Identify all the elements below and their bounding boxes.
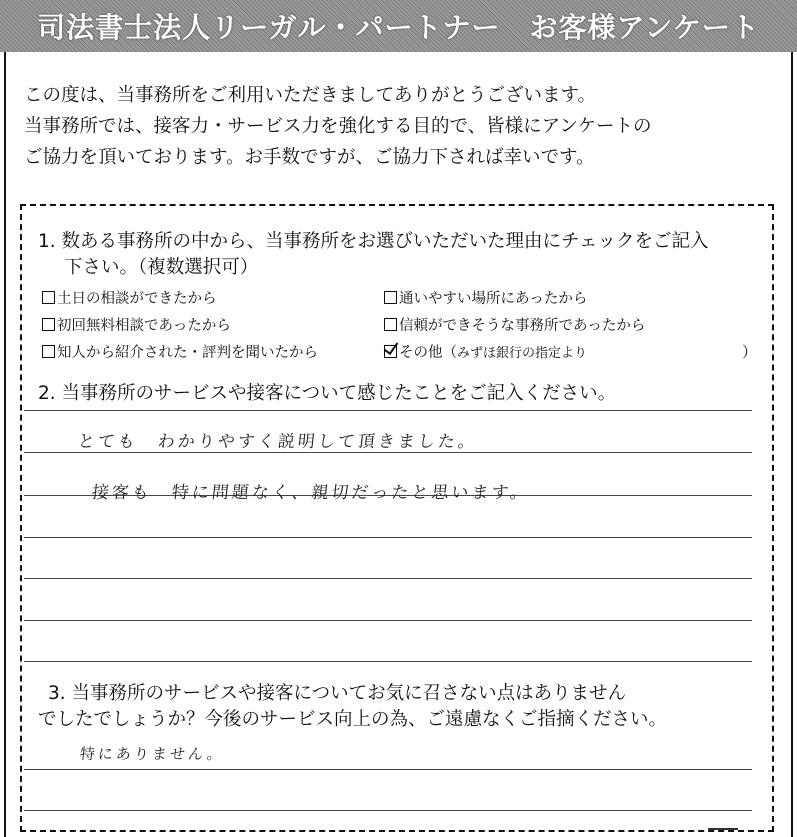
- q1-option-trust[interactable]: [384, 314, 645, 335]
- checkbox[interactable]: [384, 318, 397, 331]
- checkbox[interactable]: [42, 291, 55, 304]
- checkbox[interactable]: [42, 345, 55, 358]
- q3-heading: 3. 当事務所のサービスや接客についてお気に召さない点はありません: [48, 683, 627, 704]
- option-label: 信頼ができそうな事務所であったから: [399, 318, 646, 334]
- q3-answer: 特にありません。: [79, 745, 226, 763]
- frame-right-border: [791, 52, 793, 837]
- q1-heading: 1. 数ある事務所の中から、当事務所をお選びいただいた理由にチェックをご記入: [38, 231, 709, 252]
- other-handwritten-note: みずほ銀行の指定より: [457, 346, 588, 361]
- q1-option-other[interactable]: [384, 341, 587, 362]
- answer-line: [24, 620, 752, 621]
- answer-line: [24, 661, 752, 662]
- header-bar: [0, 0, 797, 52]
- intro-text: [24, 80, 652, 173]
- answer-line: [24, 578, 752, 579]
- answer-line: [24, 537, 752, 538]
- intro-line: ご協力を頂いております。お手数ですが、ご協力下されば幸いです。: [24, 147, 595, 168]
- checkbox[interactable]: [384, 291, 397, 304]
- q1-option-weekend[interactable]: [42, 287, 217, 308]
- other-close-paren: ）: [742, 343, 758, 361]
- q2-answer-line-1: とても わかりやすく説明して頂きました。: [76, 432, 479, 452]
- q1-option-free-consult[interactable]: [42, 314, 231, 335]
- footer-mark: [708, 828, 738, 830]
- q2-answer-line-2: 接客も 特に問題なく、親切だったと思います。: [90, 483, 532, 503]
- q1-subheading: 下さい。（複数選択可）: [64, 257, 259, 278]
- option-label: 初回無料相談であったから: [57, 318, 231, 334]
- answer-line: [24, 410, 752, 411]
- page-title: 司法書士法人リーガル・パートナー お客様アンケート: [37, 11, 760, 44]
- answer-line: [24, 452, 752, 453]
- option-label: 土日の相談ができたから: [57, 291, 217, 307]
- checkbox[interactable]: [42, 318, 55, 331]
- q1-option-referral[interactable]: [42, 341, 318, 362]
- intro-line: この度は、当事務所をご利用いただきましてありがとうございます。: [24, 85, 597, 106]
- option-label: その他（: [399, 345, 457, 361]
- option-label: 知人から紹介された・評判を聞いたから: [57, 345, 318, 361]
- q3-subheading: でしたでしょうか？今後のサービス向上の為、ご遠慮なくご指摘ください。: [38, 709, 668, 730]
- q1-option-location[interactable]: [384, 287, 587, 308]
- q2-heading: 2. 当事務所のサービスや接客について感じたことをご記入ください。: [38, 383, 617, 404]
- answer-line: [24, 769, 752, 770]
- checkbox-checked[interactable]: [384, 345, 397, 358]
- answer-line: [24, 810, 752, 811]
- frame-left-border: [4, 52, 6, 837]
- intro-line: 当事務所では、接客力・サービス力を強化する目的で、皆様にアンケートの: [24, 116, 652, 137]
- option-label: 通いやすい場所にあったから: [399, 291, 588, 307]
